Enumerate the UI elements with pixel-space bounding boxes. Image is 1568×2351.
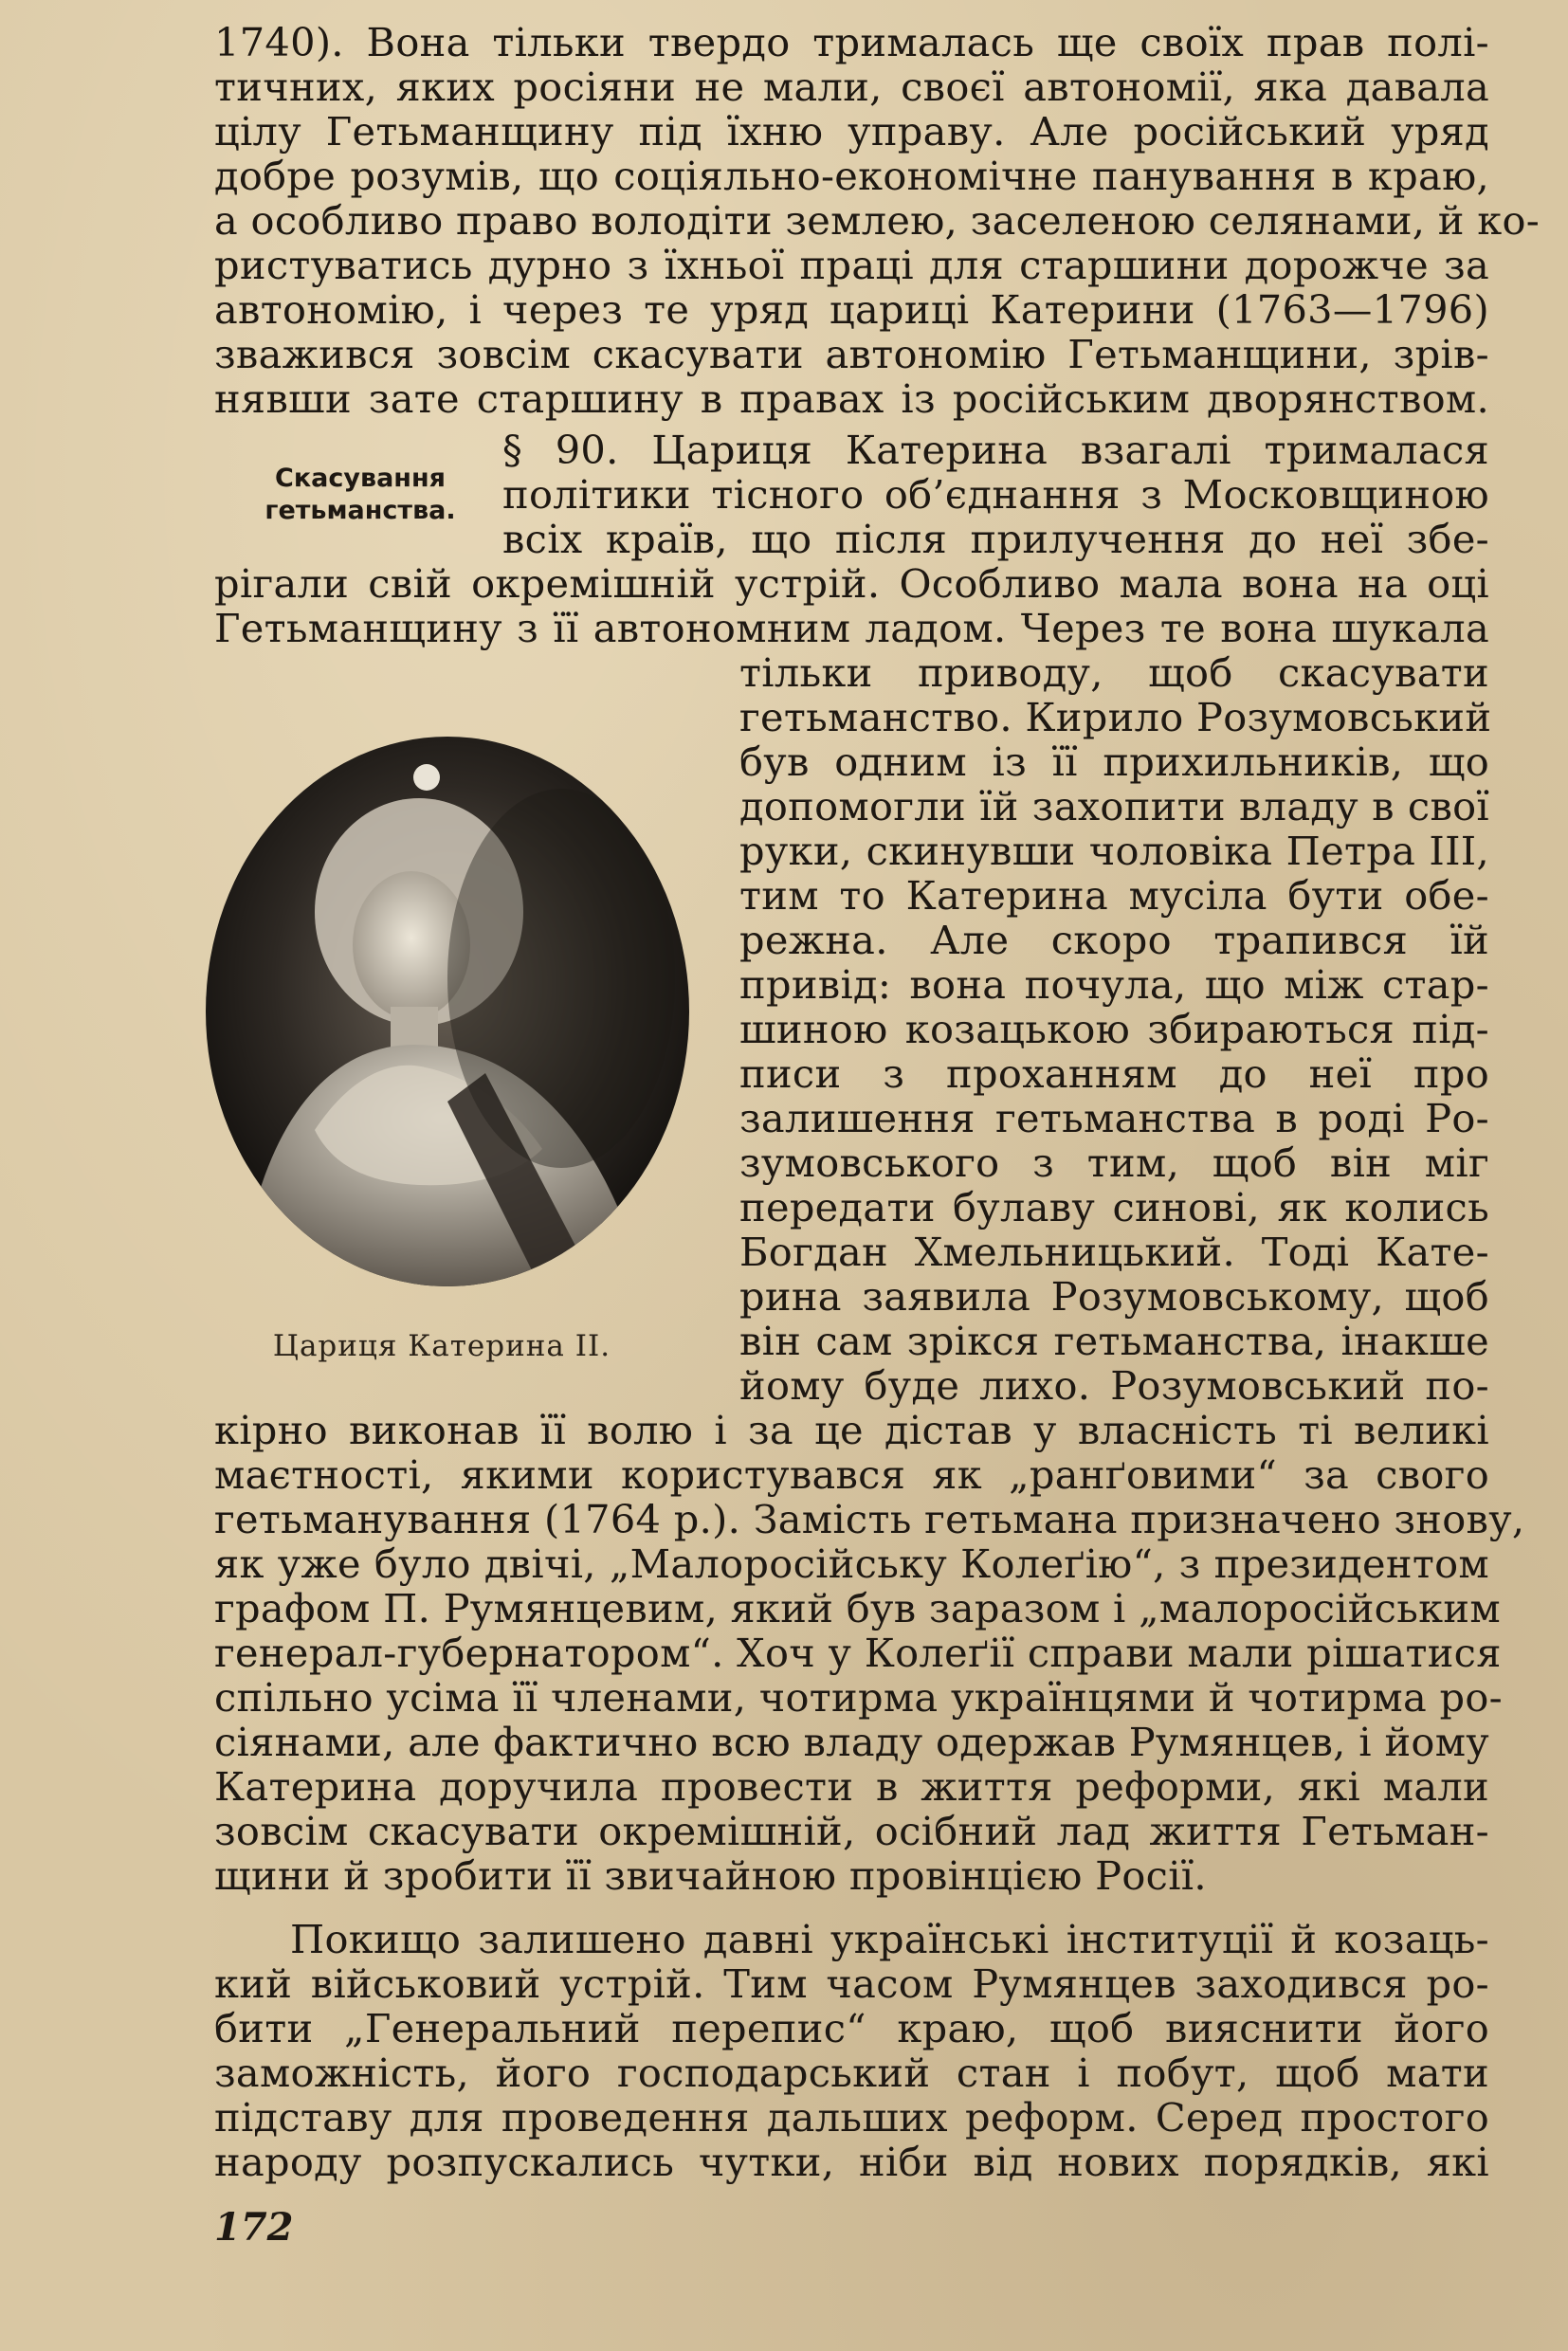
page-number: 172 (214, 2205, 294, 2250)
text-line: бити „Генеральний перепис“ краю, щоб вияснити його (214, 2005, 1489, 2051)
text-line: рина заявила Розумовському, щоб (739, 1273, 1489, 1320)
text-line: заможність, його господарський стан і побут, щоб мати (214, 2050, 1489, 2096)
text-line: гетьманування (1764 р.). Замість гетьмана призначено знову, (214, 1496, 1525, 1542)
text-line: а особливо право володіти землею, заселеною селянами, й ко- (214, 197, 1541, 244)
portrait-caption: Цариця Катерина II. (272, 1329, 611, 1363)
text-line: допомогли їй захопити владу в свої (739, 783, 1489, 829)
margin-heading-line: Скасування (275, 464, 446, 493)
text-line: зумовського з тим, щоб він міг (739, 1139, 1489, 1186)
text-line: народу розпускались чутки, ніби від нових порядків, які (214, 2139, 1489, 2185)
text-line: кий військовий устрій. Тим часом Румянцев заходився ро- (214, 1960, 1489, 2007)
portrait-image (201, 732, 694, 1291)
text-line: маєтності, якими користувався як „ранґовими“ за свого (214, 1451, 1489, 1498)
margin-heading-line: гетьманства. (264, 496, 456, 525)
text-line: писи з проханням до неї про (739, 1050, 1489, 1097)
text-line: щини й зробити її звичайною провінцією Росії. (214, 1852, 1207, 1899)
text-line: § 90. Цариця Катерина взагалі трималася (502, 427, 1489, 473)
text-line: тим то Катерина мусіла бути обе- (739, 872, 1489, 919)
text-line: Покищо залишено давні українські інституції й козаць- (290, 1916, 1489, 1962)
text-line: Богдан Хмельницький. Тоді Кате- (739, 1229, 1489, 1275)
text-line: привід: вона почула, що між стар- (739, 961, 1489, 1008)
text-line: політики тісного об’єднання з Московщиною (502, 471, 1489, 518)
text-line: кірно виконав її волю і за це дістав у власність ті великі (214, 1407, 1489, 1453)
text-line: був одним із її прихильників, що (739, 738, 1489, 785)
portrait-svg (201, 732, 694, 1291)
text-line: рігали свій окремішній устрій. Особливо мала вона на оці (214, 560, 1489, 607)
text-line: передати булаву синові, як колись (739, 1184, 1489, 1230)
text-line: тичних, яких росіяни не мали, своєї автономії, яка давала (214, 64, 1489, 110)
text-line: графом П. Румянцевим, який був заразом і „малоросійським (214, 1585, 1501, 1631)
text-line: руки, скинувши чоловіка Петра III, (739, 828, 1489, 874)
text-line: ристуватись дурно з їхньої праці для старшини дорожче за (214, 242, 1489, 288)
text-line: зважився зовсім скасувати автономію Гетьманщини, зрів- (214, 331, 1489, 377)
text-line: Гетьманщину з її автономним ладом. Через те вона шукала (214, 605, 1489, 651)
text-line: підставу для проведення дальших реформ. Серед простого (214, 2094, 1489, 2141)
text-line: автономію, і через те уряд цариці Катерини (1763—1796) (214, 286, 1489, 333)
text-line: шиною козацькою збираються під- (739, 1006, 1489, 1052)
text-line: 1740). Вона тільки твердо трималась ще своїх прав полі- (214, 19, 1489, 65)
text-line: нявши зате старшину в правах із російським дворянством. (214, 375, 1489, 422)
text-line: спільно усіма її членами, чотирма українцями й чотирма ро- (214, 1674, 1503, 1721)
text-line: гетьманство. Кирило Розумовський (739, 694, 1492, 740)
text-line: тільки приводу, щоб скасувати (739, 649, 1489, 696)
margin-heading (237, 463, 483, 527)
text-line: залишення гетьманства в роді Ро- (739, 1095, 1489, 1141)
text-line: сіянами, але фактично всю владу одержав Румянцев, і йому (214, 1719, 1489, 1765)
text-line: Катерина доручила провести в життя реформи, які мали (214, 1763, 1489, 1810)
text-line: він сам зрікся гетьманства, інакше (739, 1318, 1489, 1364)
text-line: зовсім скасувати окремішній, осібний лад життя Гетьман- (214, 1808, 1489, 1854)
text-line: добре розумів, що соціяльно-економічне панування в краю, (214, 153, 1489, 199)
text-line: всіх країв, що після прилучення до неї збе- (502, 516, 1489, 562)
text-line: режна. Але скоро трапився їй (739, 917, 1489, 963)
text-line: як уже було двічі, „Малоросійську Колеґію“, з президентом (214, 1540, 1489, 1587)
text-line: йому буде лихо. Розумовський по- (739, 1362, 1489, 1409)
text-line: цілу Гетьманщину під їхню управу. Але російський уряд (214, 108, 1489, 155)
text-line: генерал-губернатором“. Хоч у Колеґії справи мали рішатися (214, 1630, 1502, 1676)
